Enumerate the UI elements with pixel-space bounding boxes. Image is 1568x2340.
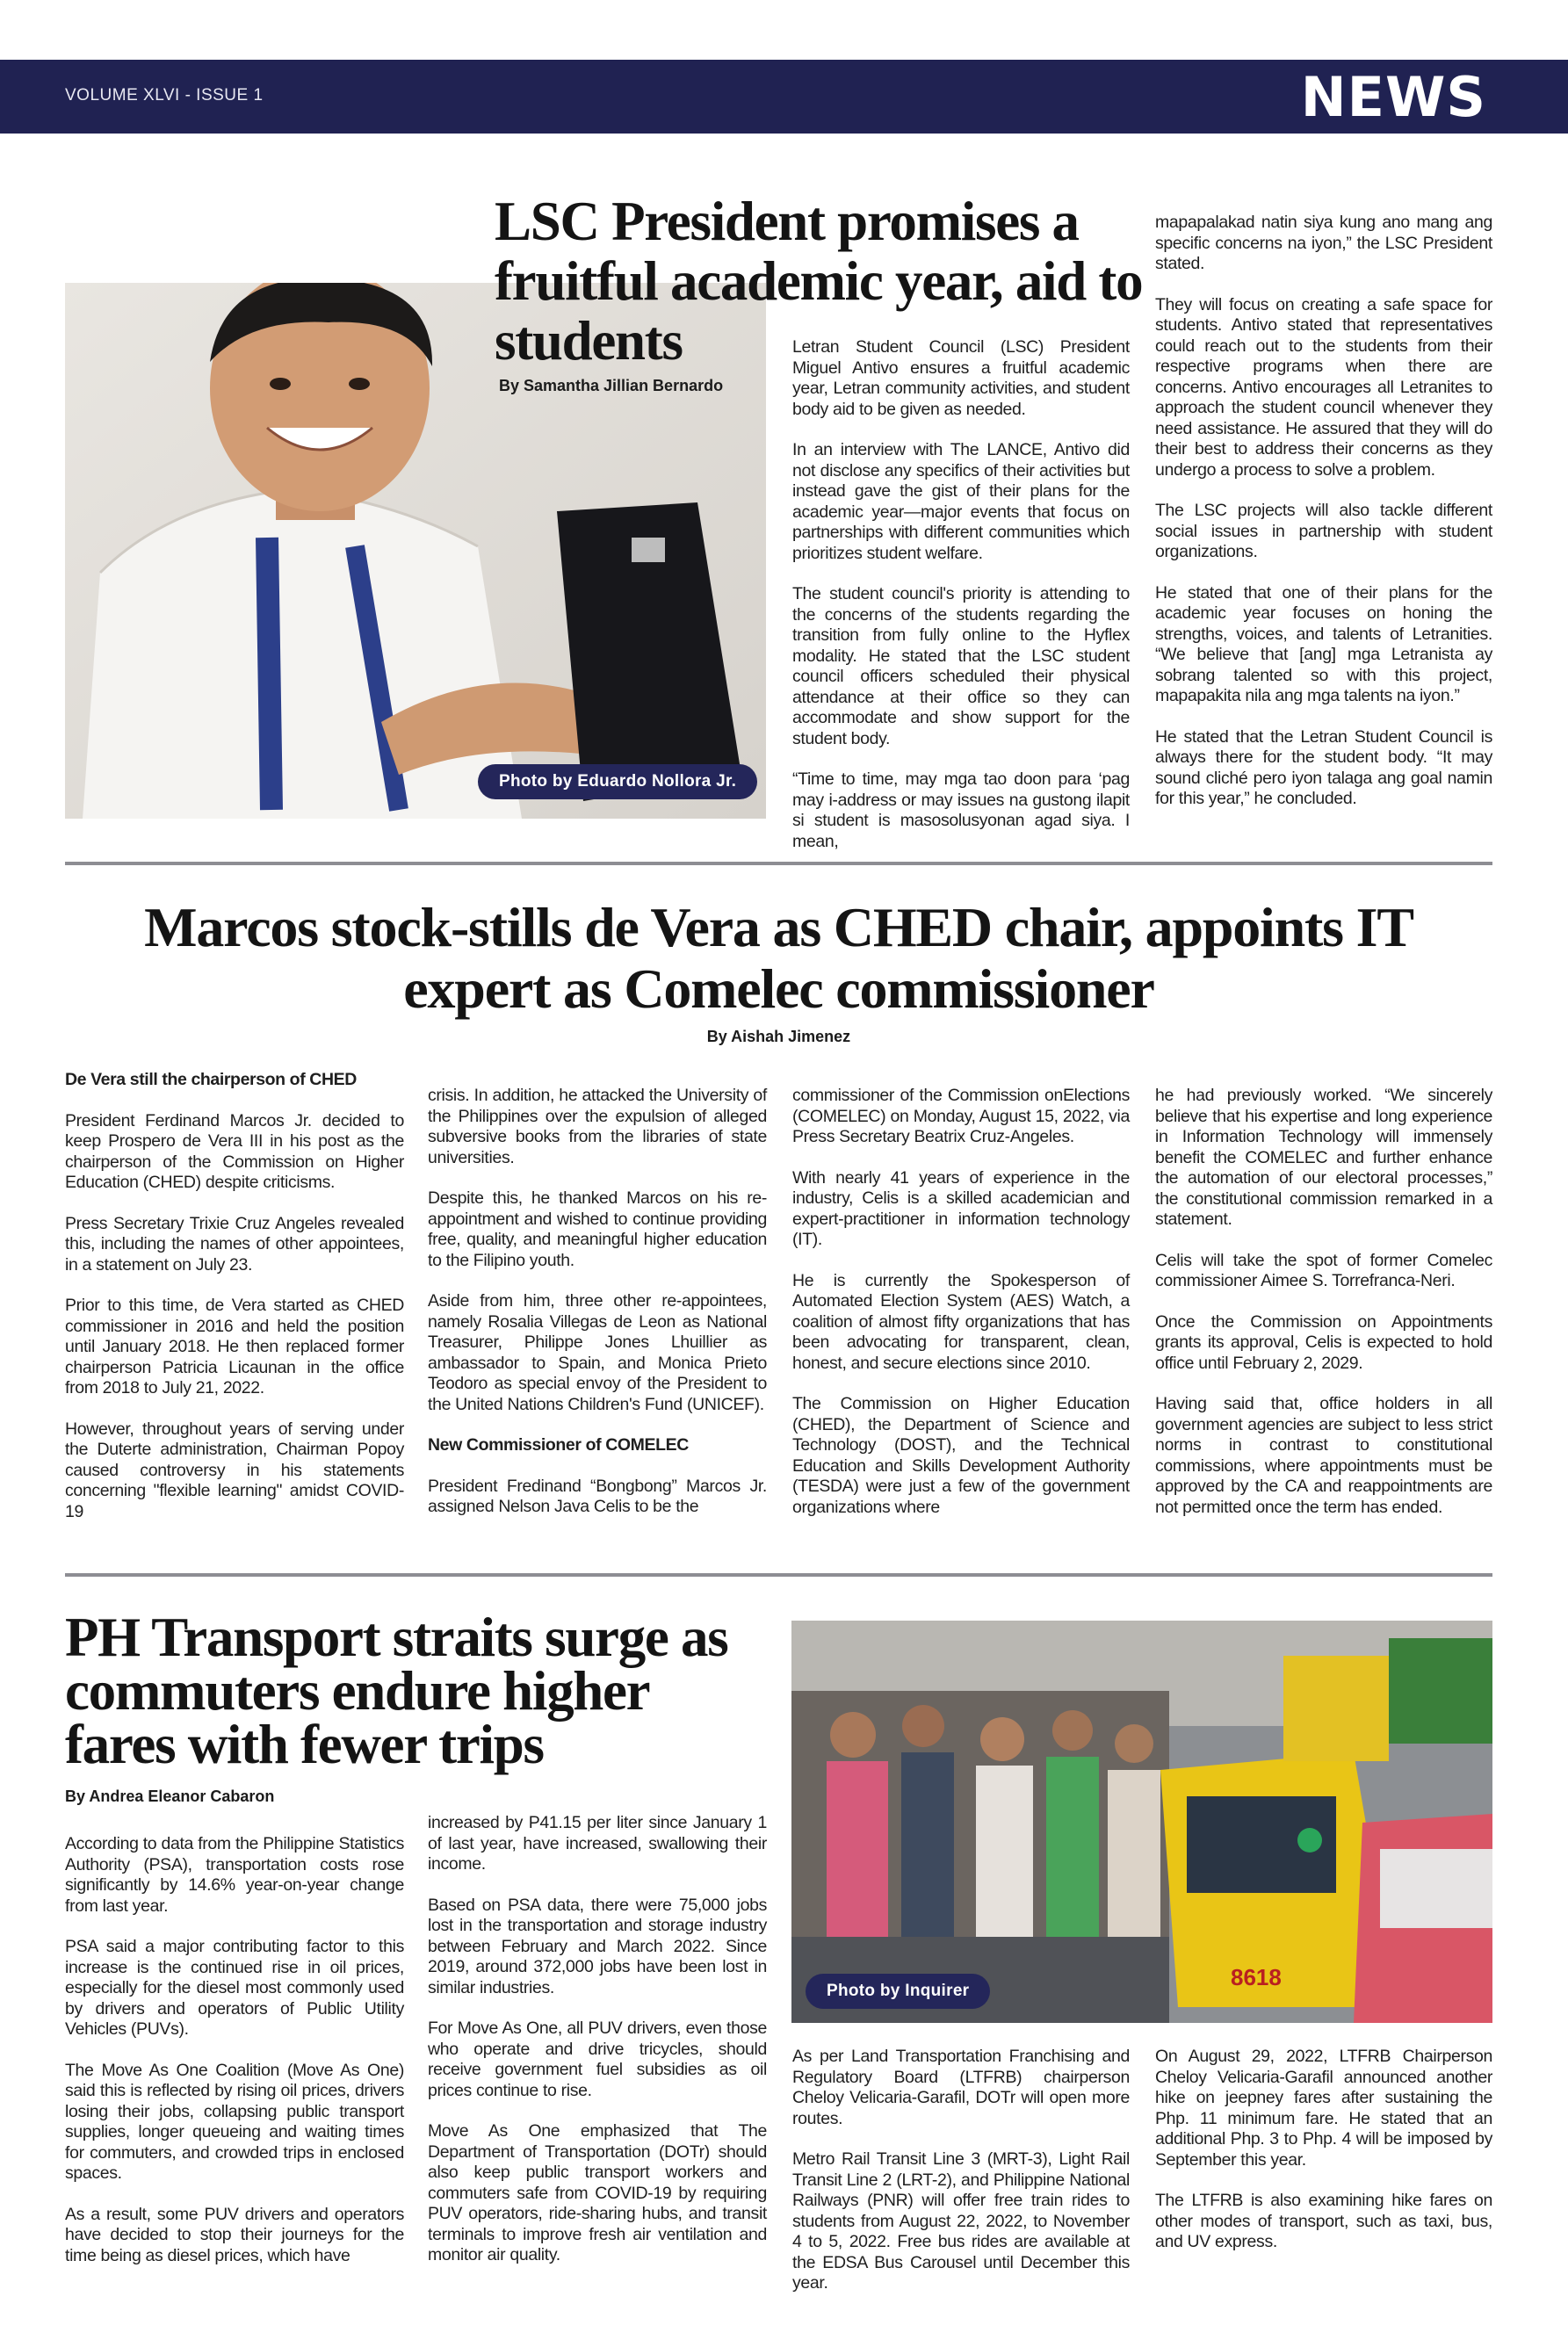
story2-subhead: New Commissioner of COMELEC <box>428 1435 689 1455</box>
story2-col3-para: The Commission on Higher Education (CHED), the Department of Science and Technology (DOST), and the Technical Education and Skills Development Authority (TESDA) were just a few of the government organizations where <box>792 1394 1130 1517</box>
story2-subhead: De Vera still the chairperson of CHED <box>65 1070 357 1089</box>
story3-col1-para: PSA said a major contributing factor to this increase is the continued rise in oil prices, especially for the diesel most commonly used by drivers and operators of Public Utility Vehicles (PUVs). <box>65 1937 404 2039</box>
story3-column-4 <box>1155 2047 1492 2273</box>
story1-col1-para: In an interview with The LANCE, Antivo did not disclose any specifics of their activities but instead gave the gist of their plans for the academic year—major events that focus on partnerships with different communities which prioritizes student welfare. <box>792 440 1130 563</box>
story2-column-4 <box>1155 1086 1492 1538</box>
story2-col4-para: Once the Commission on Appointments grants its approval, Celis is expected to hold office until February 2, 2029. <box>1155 1311 1492 1373</box>
story3-col2-para: Move As One emphasized that The Department of Transportation (DOTr) should also keep public transport workers and commuters safe from COVID-19 by requiring PUV operators, ride-sharing hubs, and transit terminals to improve fresh air ventilation and monitor air quality. <box>428 2121 767 2264</box>
story1-col2-para: He stated that one of their plans for the academic year focuses on honing the strengths, voices, and talents of Letranities. “We believe that [ang] mga Letranista ay sobrang talented so with this project, mapapakita nila ang mga talents na iyon.” <box>1155 582 1492 705</box>
story3-col4-para: On August 29, 2022, LTFRB Chairperson Cheloy Velicaria-Garafil announced another hike on jeepney fares after sustaining the Php. 11 minimum fare. He stated that an additional Php. 3 to Php. 4 will be imposed by September this year. <box>1155 2047 1492 2170</box>
story3-col1-para: As a result, some PUV drivers and operators have decided to stop their journeys for the time being as diesel prices, which have <box>65 2204 404 2265</box>
story1-col2-para: They will focus on creating a safe space for students. Antivo stated that representatives could reach out to the students from their respective programs when there are concerns. Antivo encourages all Letranites to approach the student council whenever they need assistance. He assured that they will do their best to address their concerns as they undergo a process to solve a problem. <box>1155 294 1492 480</box>
story2-col2-para: crisis. In addition, he attacked the University of the Philippines over the expulsion of alleged subversive books from the libraries of state universities. <box>428 1086 767 1167</box>
story2-col3-para: With nearly 41 years of experience in the industry, Celis is a skilled academician and expert-practitioner in information technology (IT). <box>792 1167 1130 1249</box>
story2-col1-para: However, throughout years of serving under the Duterte administration, Chairman Popoy caused controversy in his statements concerning "flexible learning" amidst COVID-19 <box>65 1419 404 1521</box>
story2-column-2 <box>428 1086 767 1538</box>
story1-column-1 <box>792 337 1130 872</box>
story2-col2-para: Despite this, he thanked Marcos on his re-appointment and wished to continue providing free, quality, and meaningful higher education to the Filipino youth. <box>428 1188 767 1270</box>
commuters-bus-illustration <box>791 1621 1492 2023</box>
story2-col1-para: Press Secretary Trixie Cruz Angeles revealed this, including the names of other appointees, in a statement on July 23. <box>65 1213 404 1275</box>
masthead-bar <box>0 60 1568 134</box>
story2-col2-para: President Fredinand “Bongbong” Marcos Jr. assigned Nelson Java Celis to be the <box>428 1476 767 1516</box>
story1-headline: LSC President promises a fruitful academic year, aid to students <box>495 191 1143 372</box>
story2-column-3 <box>792 1086 1130 1538</box>
story1-col2-para: He stated that the Letran Student Council is always there for the student body. “It may sound cliché pero iyon talaga ang goal namin for this year,” he concluded. <box>1155 726 1492 808</box>
story3-column-1 <box>65 1834 404 2286</box>
story1-byline: By Samantha Jillian Bernardo <box>499 377 724 394</box>
story2-headline-line1: Marcos stock-stills de Vera as CHED chair, appoints IT <box>144 896 1413 958</box>
story1-col1-para: Letran Student Council (LSC) President Miguel Antivo ensures a fruitful academic year, Letran community activities, and student body aid to be given as needed. <box>792 337 1130 419</box>
section-divider <box>65 862 1492 865</box>
story3-photo-caption: Photo by Inquirer <box>806 1974 990 2009</box>
story2-column-1 <box>65 1070 404 1542</box>
story1-column-2 <box>1155 213 1492 830</box>
story3-headline: PH Transport straits surge as commuters endure higher fares with fewer trips <box>65 1607 728 1775</box>
story2-col4-para: he had previously worked. “We sincerely believe that his expertise and long experience in Information Technology will immensely benefit the COMELEC and further enhance the automation of our electoral processes,” the constitutional commission remarked in a statement. <box>1155 1086 1492 1229</box>
section-title: NEWS <box>1300 65 1486 129</box>
bus-number: 8618 <box>1231 1964 1282 1990</box>
story3-col3-para: As per Land Transportation Franchising and Regulatory Board (LTFRB) chairperson Cheloy Velicaria-Garafil, DOTr will open more routes. <box>792 2047 1130 2128</box>
story2-col3-para: commissioner of the Commission onElections (COMELEC) on Monday, August 15, 2022, via Press Secretary Beatrix Cruz-Angeles. <box>792 1086 1130 1146</box>
story1-col2-para: mapapalakad natin siya kung ano mang ang specific concerns na iyon,” the LSC President stated. <box>1155 213 1492 273</box>
story3-column-3 <box>792 2047 1130 2315</box>
issue-label: VOLUME XLVI - ISSUE 1 <box>65 86 264 105</box>
story3-column-2 <box>428 1813 767 2286</box>
story3-col1-para: The Move As One Coalition (Move As One) said this is reflected by rising oil prices, drivers losing their jobs, collapsing public transport supplies, longer queueing and waiting times for commuters, and crowded trips in enclosed spaces. <box>65 2060 404 2183</box>
story1-col1-para: “Time to time, may mga tao doon para ‘pag may i-address or may issues na gustong ilapit si student is masosolusyonan agad siya. I mean, <box>792 769 1130 851</box>
story2-col3-para: He is currently the Spokesperson of Automated Election System (AES) Watch, a coalition of almost fifty organizations that has been advocating for transparent, clean, honest, and secure elections since 2010. <box>792 1270 1130 1373</box>
story1-col2-para: The LSC projects will also tackle different social issues in partnership with student organizations. <box>1155 501 1492 561</box>
story1-col1-para: The student council's priority is attending to the concerns of the students regarding the transition from fully online to the Hyflex modality. He stated that the LSC student council officers scheduled their physical attendance at their office so they can accommodate and show support for the student body. <box>792 584 1130 748</box>
story2-byline: By Aishah Jimenez <box>706 1028 851 1045</box>
story3-col2-para: increased by P41.15 per liter since January 1 of last year, have increased, swallowing their income. <box>428 1813 767 1874</box>
story3-col2-para: For Move As One, all PUV drivers, even those who operate and drive tricycles, should receive government fuel subsidies as oil prices continue to rise. <box>428 2019 767 2100</box>
story3-col1-para: According to data from the Philippine Statistics Authority (PSA), transportation costs rose significantly by 14.6% year-on-year change from last year. <box>65 1834 404 1916</box>
story3-photo <box>791 1621 1492 2023</box>
section-divider <box>65 1573 1492 1577</box>
story1-photo-caption: Photo by Eduardo Nollora Jr. <box>478 764 757 799</box>
story3-col2-para: Based on PSA data, there were 75,000 jobs lost in the transportation and storage industry between February and March 2022. Since 2019, around 372,000 jobs have been lost in similar industries. <box>428 1895 767 1997</box>
story3-byline: By Andrea Eleanor Cabaron <box>65 1788 275 1805</box>
story2-headline-line2: expert as Comelec commissioner <box>403 957 1154 1020</box>
story2-col1-para: President Ferdinand Marcos Jr. decided to keep Prospero de Vera III in his post as the chairperson of the Commission on Higher Education (CHED) despite criticisms. <box>65 1110 404 1192</box>
story3-col4-para: The LTFRB is also examining hike fares on other modes of transport, such as taxi, bus, and UV express. <box>1155 2191 1492 2251</box>
story3-col3-para: Metro Rail Transit Line 3 (MRT-3), Light Rail Transit Line 2 (LRT-2), and Philippine National Railways (PNR) will offer free train rides to students from August 22, 2022, to November 4 to 5, 2022. Free bus rides are available at the EDSA Bus Carousel until December this year. <box>792 2149 1130 2293</box>
story2-col4-para: Having said that, office holders in all government agencies are subject to less strict norms in contrast to constitutional commissions, where appointments must be approved by the CA and reappointments are not permitted once the term has ended. <box>1155 1394 1492 1517</box>
story2-col1-para: Prior to this time, de Vera started as CHED commissioner in 2016 and held the position until January 2018. He then replaced former chairperson Patricia Licaunan in the office from 2018 to July 21, 2022. <box>65 1296 404 1398</box>
story2-col2-para: Aside from him, three other re-appointees, namely Rosalia Villegas de Leon as National Treasurer, Philippe Jones Lhuillier as ambassador to Spain, and Monica Prieto Teodoro as special envoy of the President to the United Nations Children's Fund (UNICEF). <box>428 1291 767 1414</box>
story2-col4-para: Celis will take the spot of former Comelec commissioner Aimee S. Torrefranca-Neri. <box>1155 1250 1492 1290</box>
